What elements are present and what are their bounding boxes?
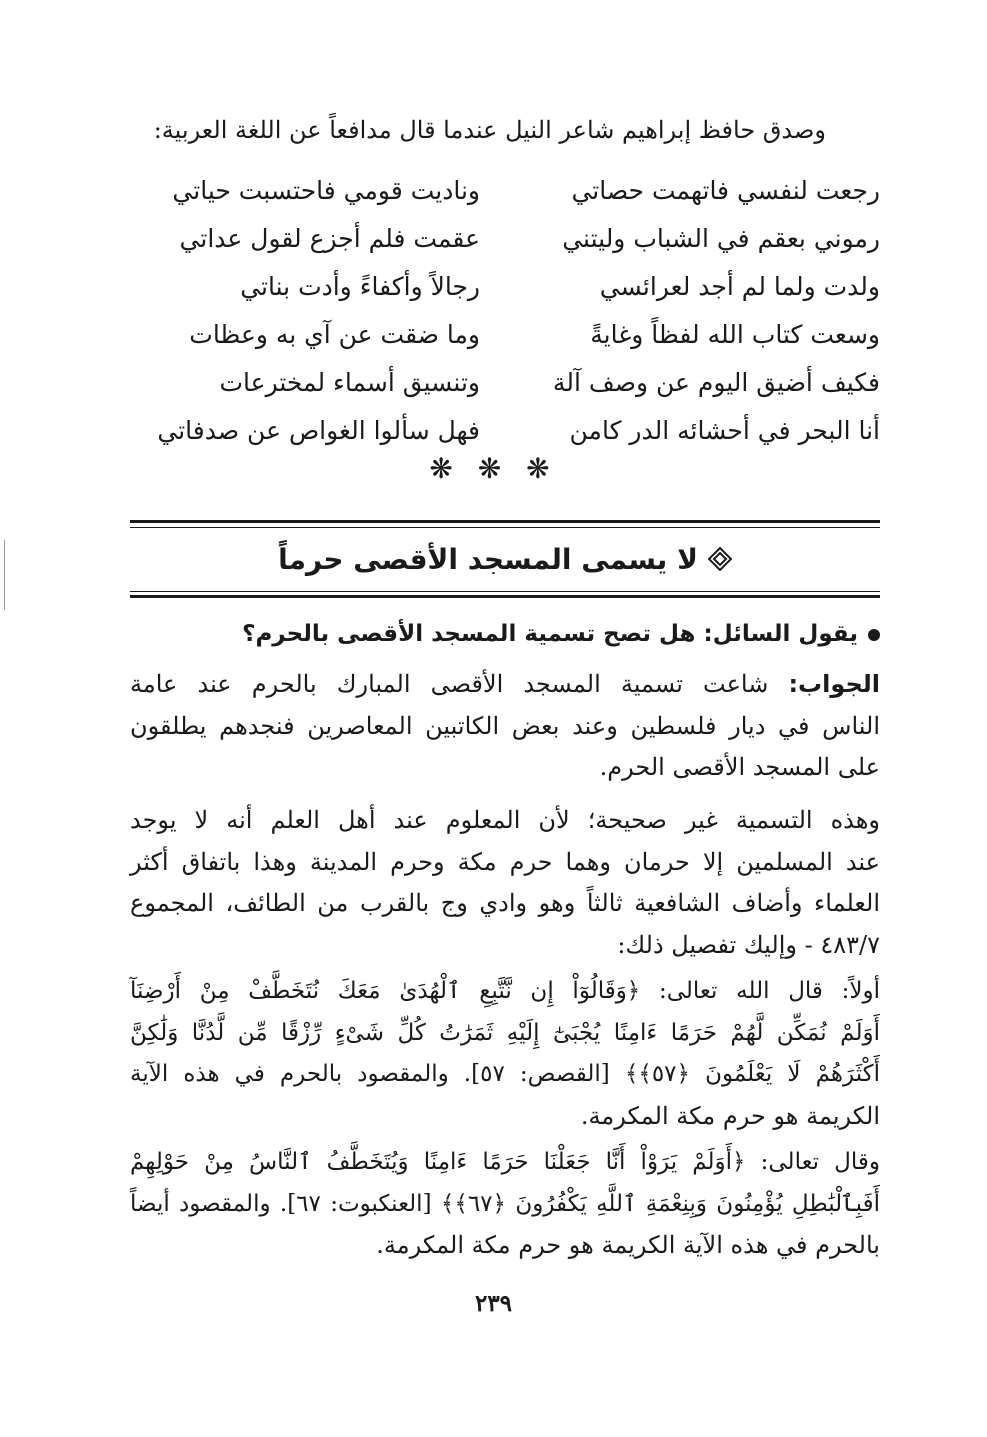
paragraph-line: عند المسلمين إلا حرمان وهما حرم مكة وحرم المدينة وهذا باتفاق أكثر xyxy=(130,847,880,876)
paragraph-line: وهذه التسمية غير صحيحة؛ لأن المعلوم عند أهل العلم أنه لا يوجد xyxy=(130,806,880,834)
poem-second-hemistich: فهل سألوا الغواص عن صدفاتي xyxy=(157,415,480,445)
poem-second-hemistich: وتنسيق أسماء لمخترعات xyxy=(219,367,480,397)
paragraph-line: الكريمة هو حرم مكة المكرمة. xyxy=(580,1101,880,1130)
poem-second-hemistich: رجالاً وأكفاءً وأدت بناتي xyxy=(240,271,480,301)
intro-line: وصدق حافظ إبراهيم شاعر النيل عندما قال مدافعاً عن اللغة العربية: xyxy=(153,116,826,144)
paragraph-line: ٤٨٣/٧ - وإليك تفصيل ذلك: xyxy=(617,930,880,959)
section-title-frame xyxy=(130,520,880,600)
poem-first-hemistich: رموني بعقم في الشباب وليتني xyxy=(562,223,880,253)
poem-second-hemistich: وما ضقت عن آي به وعظات xyxy=(189,319,480,349)
diamond-icon xyxy=(708,547,732,571)
paragraph-three xyxy=(130,971,880,1137)
answer-paragraph xyxy=(130,664,880,789)
paragraph-line: أَكْثَرَهُمْ لَا يَعْلَمُونَ ﴿٥٧﴾﴾ [القصص: ٥٧]. والمقصود بالحرم في هذه الآية xyxy=(130,1061,880,1087)
question-text: يقول السائل: هل تصح تسمية المسجد الأقصى بالحرم؟ xyxy=(242,621,858,647)
section-separator: ❋ ❋ ❋ xyxy=(429,452,558,485)
poem-second-hemistich: عقمت فلم أجزع لقول عداتي xyxy=(179,223,480,253)
section-title: لا يسمى المسجد الأقصى حرماً xyxy=(278,542,698,576)
poem-first-hemistich: رجعت لنفسي فاتهمت حصاتي xyxy=(571,175,880,205)
paragraph-line: العلماء وأضاف الشافعية ثالثاً وهو وادي وج بالقرب من الطائف، المجموع xyxy=(130,889,880,917)
section-title-box xyxy=(130,534,880,584)
title-rule-bottom-thin xyxy=(130,591,880,592)
poem-first-hemistich: فكيف أضيق اليوم عن وصف آلة xyxy=(552,367,880,397)
title-rule-top-thick xyxy=(130,520,880,523)
poem-verse xyxy=(130,166,880,214)
question-line xyxy=(130,612,880,656)
paragraph-line: أولاً: قال الله تعالى: ﴿وَقَالُوٓاْ إِن نَّتَّبِعِ ٱلْهُدَىٰ مَعَكَ نُتَخَطَّفْ مِنْ أَرْضِنَآ xyxy=(130,978,880,1004)
paragraph-line: وقال تعالى: ﴿أَوَلَمْ يَرَوْاْ أَنَّا جَعَلْنَا حَرَمًا ءَامِنًا وَيُتَخَطَّفُ ٱلنَّاسُ مِنْ حَوْلِهِمْ xyxy=(130,1149,880,1175)
paragraph-line: الناس في ديار فلسطين وعند بعض الكاتبين المعاصرين فنجدهم يطلقون xyxy=(130,711,880,740)
title-rule-bottom-thick xyxy=(130,595,880,598)
page-number: ٢٣٩ xyxy=(474,1290,513,1317)
paragraph-line: أَفَبِٱلْبَٰطِلِ يُؤْمِنُونَ وَبِنِعْمَةِ ٱللَّهِ يَكْفُرُونَ ﴿٦٧﴾﴾ [العنكبوت: ٦٧]. والمقصود أيضاً xyxy=(130,1190,880,1217)
poem-second-hemistich: وناديت قومي فاحتسبت حياتي xyxy=(172,175,480,205)
paragraph-line: بالحرم في هذه الآية الكريمة هو حرم مكة المكرمة. xyxy=(376,1231,880,1259)
scan-edge-mark xyxy=(4,540,5,610)
poem-verse xyxy=(130,358,880,406)
poem xyxy=(130,166,880,454)
poem-verse xyxy=(130,310,880,358)
poem-verse xyxy=(130,406,880,454)
answer-line-text: شاعت تسمية المسجد الأقصى المبارك بالحرم عند عامة xyxy=(130,670,769,698)
paragraph-two xyxy=(130,800,880,966)
paragraph-line: على المسجد الأقصى الحرم. xyxy=(599,753,880,781)
bullet-icon xyxy=(868,629,880,641)
paragraph-line: أَوَلَمْ نُمَكِّن لَّهُمْ حَرَمًا ءَامِنًا يُجْبَىٰٓ إِلَيْهِ ثَمَرَٰتُ كُلِّ شَىْءٍ رِّزْقًا مِّن لَّدُنَّا وَلَٰكِنَّ xyxy=(130,1019,880,1046)
poem-first-hemistich: ولدت ولما لم أجد لعرائسي xyxy=(599,271,880,301)
poem-first-hemistich: أنا البحر في أحشائه الدر كامن xyxy=(569,415,880,445)
poem-verse xyxy=(130,262,880,310)
title-rule-top-thin xyxy=(130,527,880,528)
paragraph-four xyxy=(130,1142,880,1267)
poem-first-hemistich: وسعت كتاب الله لفظاً وغايةً xyxy=(590,319,880,349)
paragraph-line xyxy=(130,664,880,706)
poem-verse xyxy=(130,214,880,262)
answer-label: الجواب: xyxy=(788,670,880,698)
